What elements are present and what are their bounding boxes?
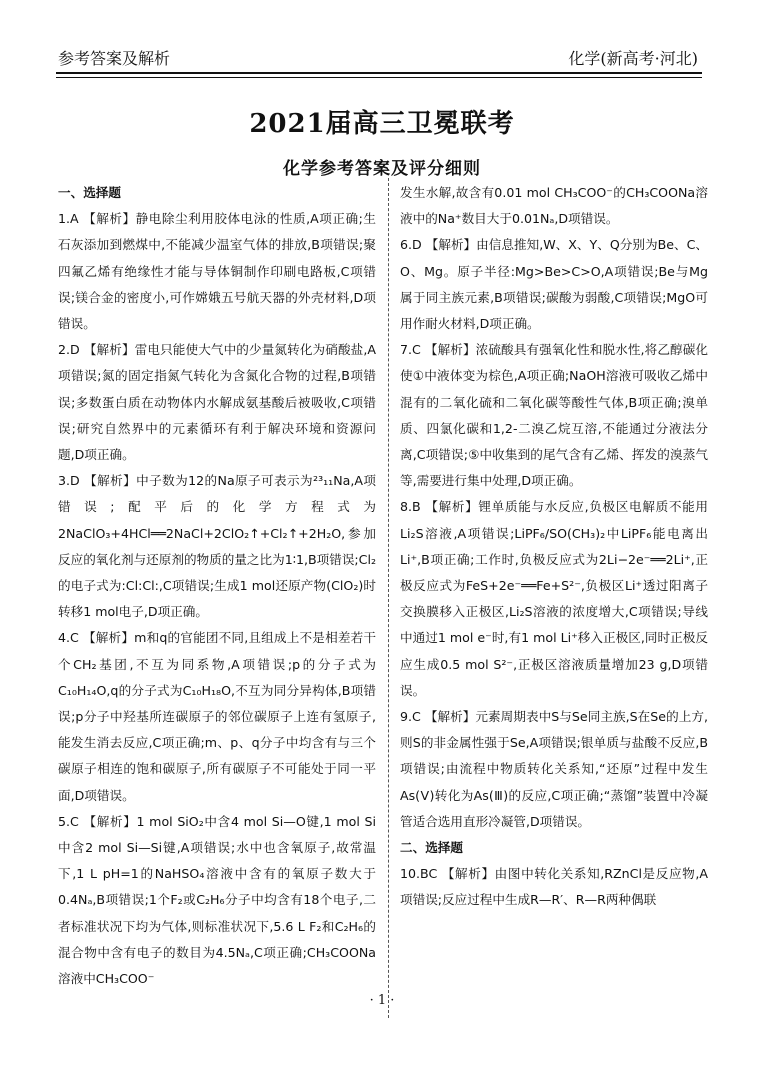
- header-rule-thin: [56, 77, 702, 78]
- answer-2: 2.D 【解析】雷电只能使大气中的少量氮转化为硝酸盐,A项错误;氮的固定指氮气转化为含氮化合物的过程,B项错误;多数蛋白质在动物体内水解成氨基酸后被吸收,C项错误;研究自然界中的元素循环有利于解决环境和资源问题,D项正确。: [58, 342, 376, 463]
- answer-3: 3.D 【解析】中子数为12的Na原子可表示为²³₁₁Na,A项错误;配平后的化学方程式为2NaClO₃+4HCl══2NaCl+2ClO₂↑+Cl₂↑+2H₂O,参加反应的氧化剂与还原剂的物质的量之比为1∶1,B项错误;Cl₂的电子式为:Cl:Cl:,C项错误;生成1 mol还原产物(ClO₂)时转移1 mol电子,D项正确。: [58, 473, 376, 620]
- right-column: [400, 180, 708, 914]
- answer-8: 8.B 【解析】锂单质能与水反应,负极区电解质不能用Li₂S溶液,A项错误;LiPF₆/SO(CH₃)₂中LiPF₆能电离出Li⁺,B项正确;工作时,负极反应式为2Li−2e⁻══2Li⁺,正极反应式为FeS+2e⁻══Fe+S²⁻,负极区Li⁺透过阳离子交换膜移入正极区,Li₂S溶液的浓度增大,C项错误;导线中通过1 mol e⁻时,有1 mol Li⁺移入正极区,同时正极反应生成0.5 mol S²⁻,正极区溶液质量增加23 g,D项错误。: [400, 499, 708, 698]
- document-subtitle: 化学参考答案及评分细则: [283, 159, 481, 179]
- answer-5: 5.C 【解析】1 mol SiO₂中含4 mol Si—O键,1 mol Si中含2 mol Si—Si键,A项错误;水中也含氧原子,故常温下,1 L pH=1的NaHSO₄溶液中含有的氧原子数大于0.4Nₐ,B项错误;1个F₂或C₂H₆分子中均含有18个电子,二者标准状况下均为气体,则标准状况下,5.6 L F₂和C₂H₆的混合物中含有电子的数目为4.5Nₐ,C项正确;CH₃COONa溶液中CH₃COO⁻: [58, 813, 376, 987]
- section-heading-2: 二、选择题: [400, 840, 463, 856]
- answer-5-continued: 发生水解,故含有0.01 mol CH₃COO⁻的CH₃COONa溶液中的Na⁺数目大于0.01Nₐ,D项错误。: [400, 185, 708, 227]
- answer-7: 7.C 【解析】浓硫酸具有强氧化性和脱水性,将乙醇碳化使①中液体变为棕色,A项正确;NaOH溶液可吸收乙烯中混有的二氧化硫和二氧化碳等酸性气体,B项正确;溴单质、四氯化碳和1,2-二溴乙烷互溶,不能通过分液法分离,C项错误;⑤中收集到的尾气含有乙烯、挥发的溴蒸气等,需要进行集中处理,D项正确。: [400, 342, 708, 489]
- exam-title: 2021届高三卫冕联考: [249, 109, 515, 139]
- answer-9: 9.C 【解析】元素周期表中S与Se同主族,S在Se的上方,则S的非金属性强于Se,A项错误;银单质与盐酸不反应,B项错误;由流程中物质转化关系知,“还原”过程中发生As(Ⅴ)转化为As(Ⅲ)的反应,C项正确;“蒸馏”装置中冷凝管适合选用直形冷凝管,D项错误。: [400, 709, 708, 829]
- answer-10: 10.BC 【解析】由图中转化关系知,RZnCl是反应物,A项错误;反应过程中生成R—R′、R—R两种偶联: [400, 866, 708, 908]
- answer-4: 4.C 【解析】m和q的官能团不同,且组成上不是相差若干个CH₂基团,不互为同系物,A项错误;p的分子式为C₁₀H₁₄O,q的分子式为C₁₀H₁₈O,不互为同分异构体,B项错误;p分子中羟基所连碳原子的邻位碳原子上连有氢原子,能发生消去反应,C项正确;m、p、q分子中均含有与三个碳原子相连的饱和碳原子,所有碳原子不可能处于同一平面,D项错误。: [58, 630, 376, 803]
- header-right-text: 化学(新高考·河北): [568, 49, 698, 68]
- header-rule-thick: [56, 72, 702, 74]
- answer-1: 1.A 【解析】静电除尘利用胶体电泳的性质,A项正确;生石灰添加到燃煤中,不能减少温室气体的排放,B项错误;聚四氟乙烯有绝缘性才能与导体铜制作印刷电路板,C项错误;镁合金的密度小,可作嫦娥五号航天器的外壳材料,D项错误。: [58, 211, 376, 332]
- page-number: · 1 ·: [369, 993, 395, 1008]
- answer-6: 6.D 【解析】由信息推知,W、X、Y、Q分别为Be、C、O、Mg。原子半径:Mg>Be>C>O,A项错误;Be与Mg属于同主族元素,B项错误;碳酸为弱酸,C项错误;MgO可用作耐火材料,D项正确。: [400, 237, 708, 332]
- section-heading-1: 一、选择题: [58, 185, 121, 200]
- header-left-text: 参考答案及解析: [58, 49, 171, 68]
- left-column: [58, 180, 376, 992]
- column-divider: [388, 178, 389, 1018]
